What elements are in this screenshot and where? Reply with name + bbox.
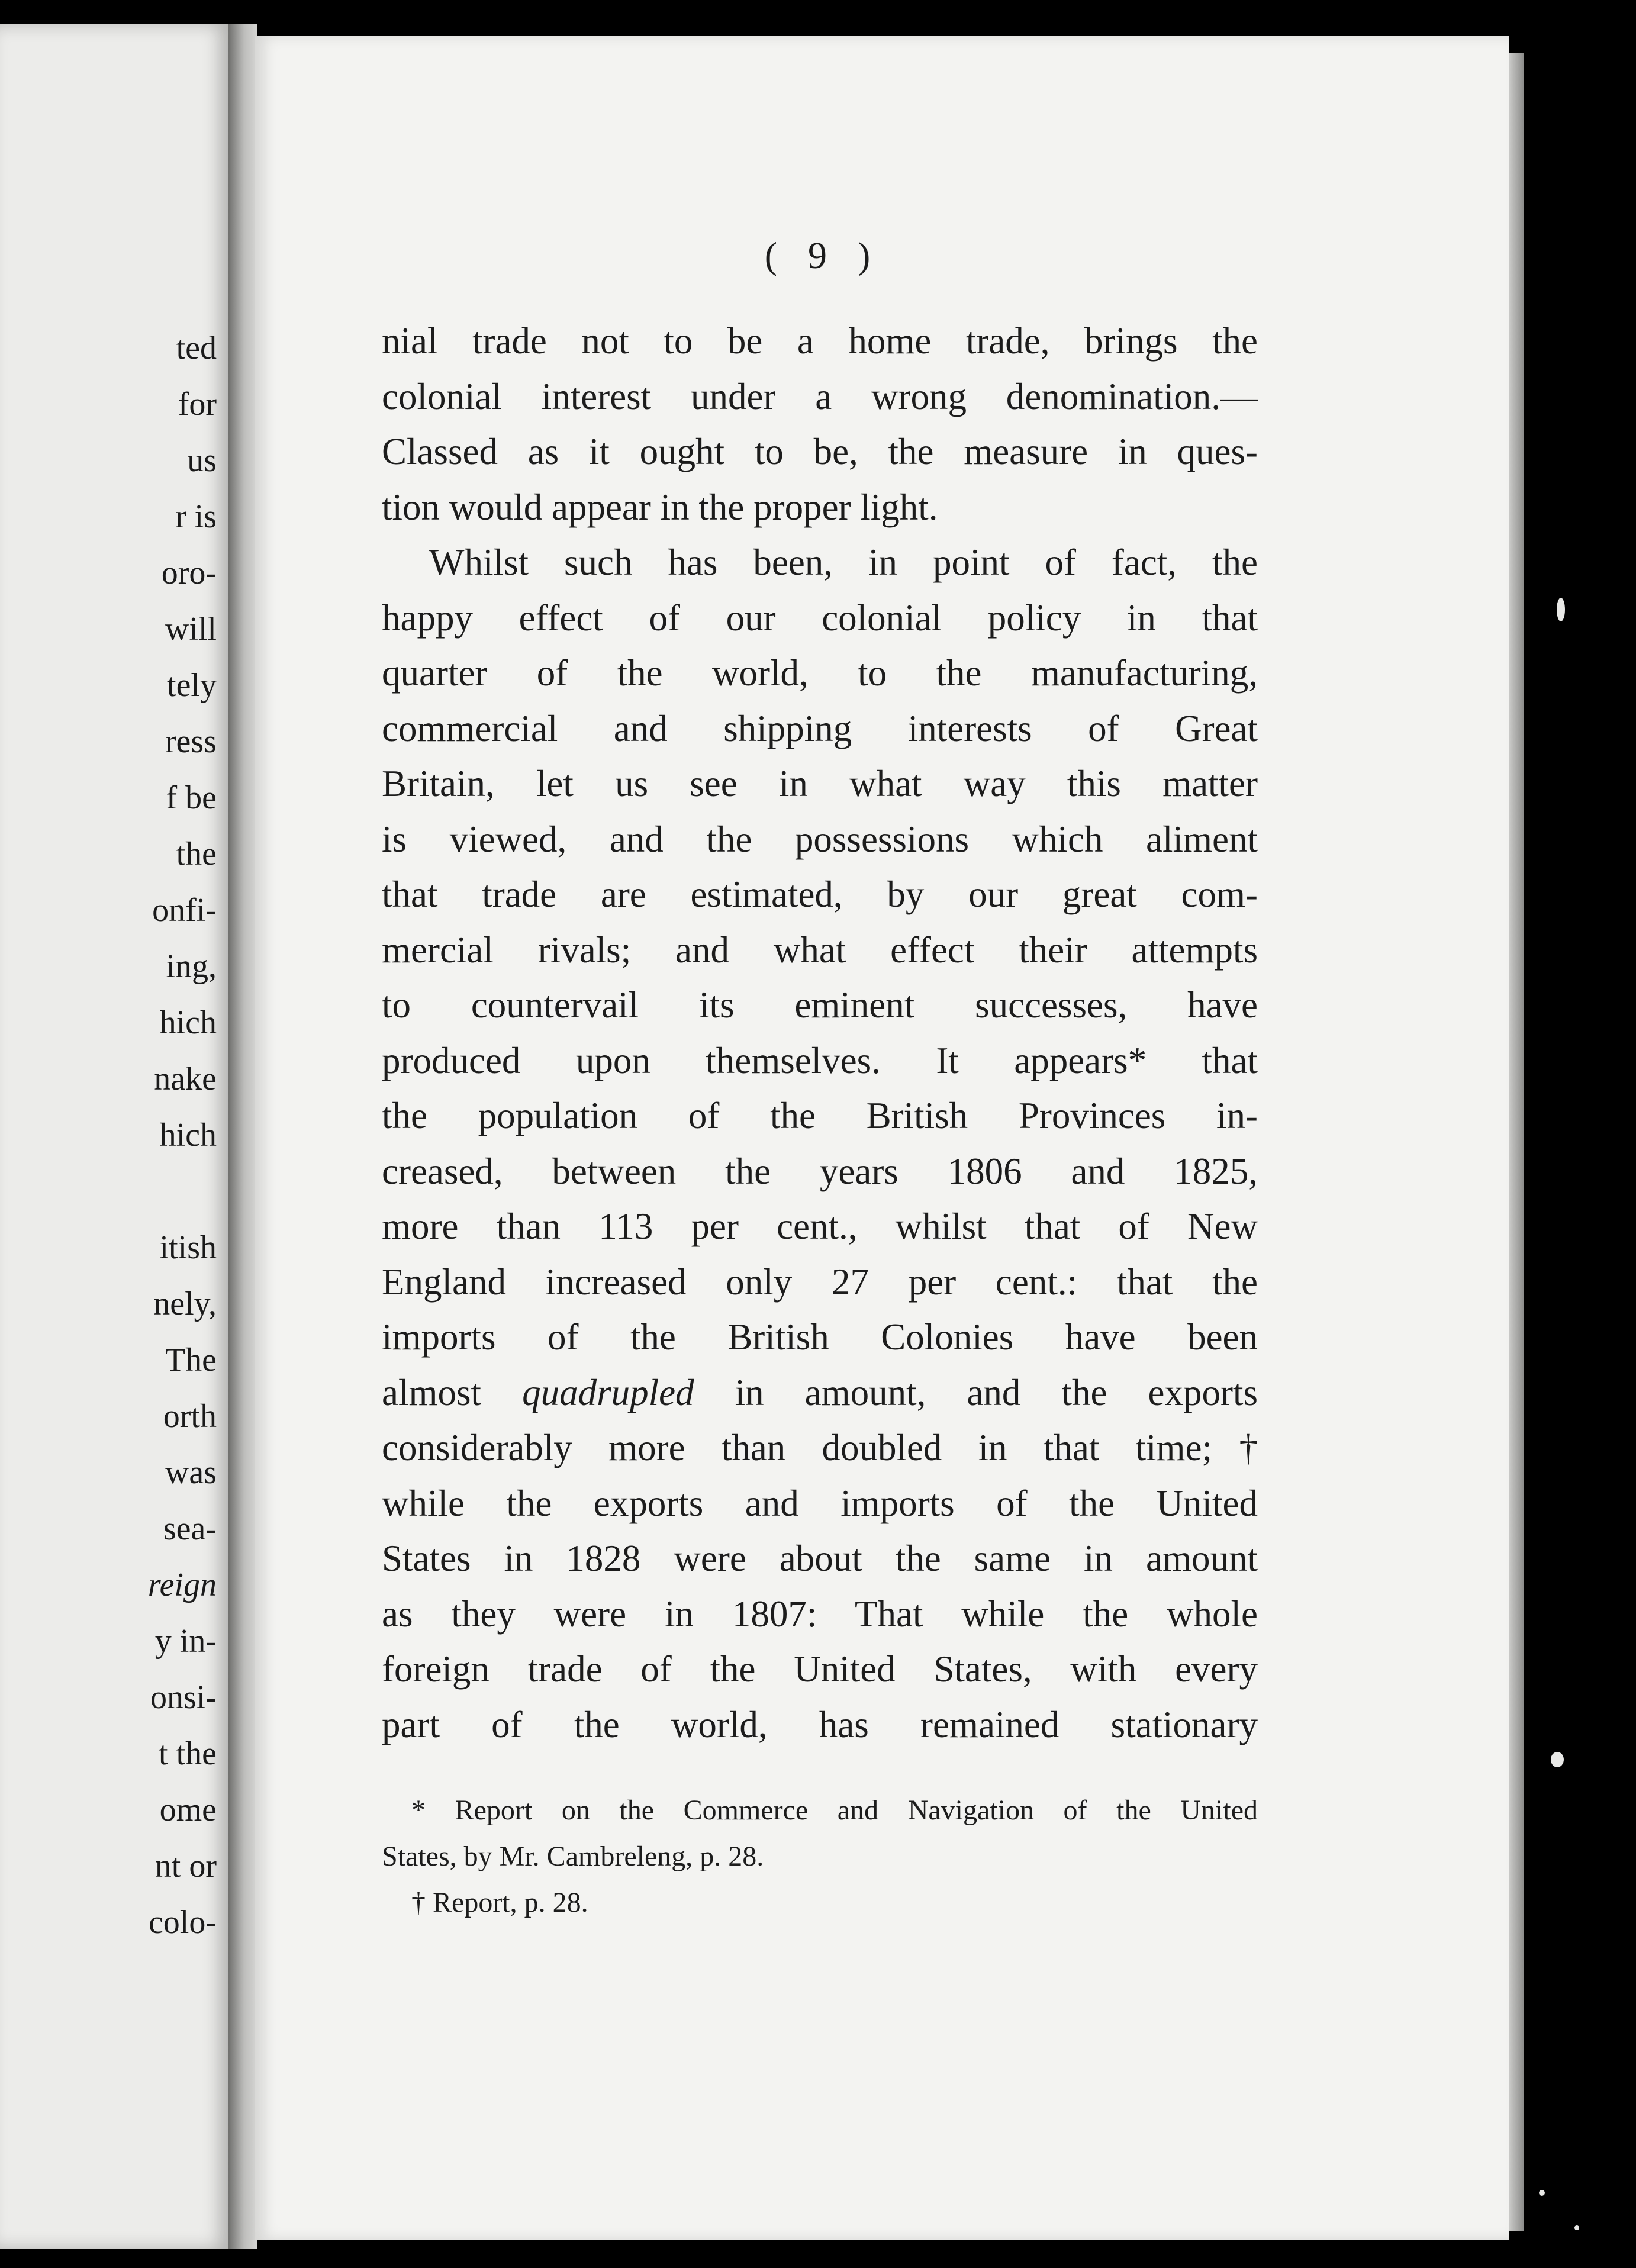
scan-speck bbox=[1539, 2190, 1545, 2196]
footnote-line: States, by Mr. Cambreleng, p. 28. bbox=[382, 1841, 764, 1872]
left-page-fragment: reign bbox=[147, 1567, 217, 1603]
text-line: while the exports and imports of the United bbox=[382, 1482, 1258, 1524]
footnote-line: † Report, p. 28. bbox=[411, 1887, 588, 1918]
left-page-fragment: oro- bbox=[161, 555, 217, 591]
left-page-fragment: ome bbox=[159, 1792, 217, 1828]
text-line: imports of the British Colonies have been bbox=[382, 1316, 1258, 1358]
text-line: creased, between the years 1806 and 1825, bbox=[382, 1150, 1258, 1192]
scan-speck bbox=[1574, 2225, 1579, 2230]
book-gutter bbox=[228, 24, 257, 2249]
text-line: more than 113 per cent., whilst that of New bbox=[382, 1206, 1258, 1247]
text-line: England increased only 27 per cent.: that the bbox=[382, 1261, 1258, 1303]
left-page-fragment: f be bbox=[166, 779, 217, 816]
page-number: ( 9 ) bbox=[764, 234, 881, 276]
text-line-with-italic bbox=[382, 1365, 1258, 1421]
text-line: the population of the British Provinces in- bbox=[382, 1095, 1258, 1136]
scan-speck bbox=[1551, 1752, 1564, 1767]
left-page-fragment: onsi- bbox=[150, 1679, 217, 1716]
left-page-fragment: colo- bbox=[148, 1904, 217, 1941]
left-page-fragment: sea- bbox=[163, 1510, 217, 1547]
paragraph-start-line: Whilst such has been, in point of fact, the bbox=[429, 542, 1258, 583]
text-line: as they were in 1807: That while the whole bbox=[382, 1593, 1258, 1635]
left-page-fragment: nely, bbox=[153, 1286, 217, 1322]
text-line: part of the world, has remained stationary bbox=[382, 1703, 1258, 1745]
text-line: to countervail its eminent successes, have bbox=[382, 984, 1258, 1026]
left-page-fragment: y in- bbox=[154, 1623, 217, 1660]
left-page-fragment: was bbox=[165, 1454, 217, 1491]
left-page-fragment: onfi- bbox=[152, 892, 217, 929]
text-line: is viewed, and the possessions which aliment bbox=[382, 818, 1258, 860]
left-page-fragment: the bbox=[176, 836, 217, 872]
text-line: nial trade not to be a home trade, brings the bbox=[382, 320, 1258, 362]
footnotes bbox=[382, 1787, 1258, 1926]
left-page-fragment: ress bbox=[165, 723, 217, 760]
body-text bbox=[382, 314, 1258, 1752]
text-line: considerably more than doubled in that time;† bbox=[382, 1427, 1258, 1468]
left-page-fragment: orth bbox=[163, 1398, 217, 1435]
text-segment: in amount, and the exports bbox=[694, 1371, 1258, 1413]
left-page-fragment: hich bbox=[159, 1117, 217, 1154]
left-page-fragment: tely bbox=[167, 667, 217, 704]
page-edge bbox=[1509, 53, 1524, 2231]
left-page-fragment: r is bbox=[175, 498, 217, 535]
left-page-fragment: The bbox=[165, 1342, 217, 1378]
text-line: mercial rivals; and what effect their attempts bbox=[382, 929, 1258, 971]
text-line: tion would appear in the proper light. bbox=[382, 486, 938, 528]
left-page-fragment: will bbox=[165, 611, 217, 647]
italic-word: quadrupled bbox=[522, 1371, 694, 1413]
left-page-fragment: hich bbox=[159, 1004, 217, 1041]
text-line: colonial interest under a wrong denomination.— bbox=[382, 375, 1258, 417]
left-page bbox=[0, 24, 231, 2249]
text-line: that trade are estimated, by our great com- bbox=[382, 874, 1258, 915]
scan-speck bbox=[1557, 598, 1565, 621]
text-line: quarter of the world, to the manufacturing, bbox=[382, 652, 1258, 694]
left-page-fragment: ing, bbox=[166, 948, 217, 985]
left-page-fragment: nt or bbox=[154, 1848, 217, 1884]
left-page-fragment: t the bbox=[159, 1735, 217, 1772]
text-line: happy effect of our colonial policy in that bbox=[382, 597, 1258, 639]
text-segment: almost bbox=[382, 1371, 523, 1413]
left-page-fragment: us bbox=[187, 442, 217, 479]
text-line: foreign trade of the United States, with every bbox=[382, 1648, 1258, 1690]
text-line: Britain, let us see in what way this matter bbox=[382, 763, 1258, 804]
text-line: commercial and shipping interests of Great bbox=[382, 707, 1258, 749]
left-page-fragment: ted bbox=[176, 330, 217, 366]
left-page-fragment: for bbox=[178, 386, 217, 423]
left-page-fragment: nake bbox=[154, 1061, 217, 1097]
text-line: Classed as it ought to be, the measure in ques- bbox=[382, 431, 1258, 472]
text-line: States in 1828 were about the same in amount bbox=[382, 1538, 1258, 1579]
left-page-fragment: itish bbox=[159, 1229, 217, 1266]
text-line: produced upon themselves. It appears* that bbox=[382, 1039, 1258, 1081]
footnote-line: * Report on the Commerce and Navigation of the United bbox=[411, 1795, 1258, 1826]
